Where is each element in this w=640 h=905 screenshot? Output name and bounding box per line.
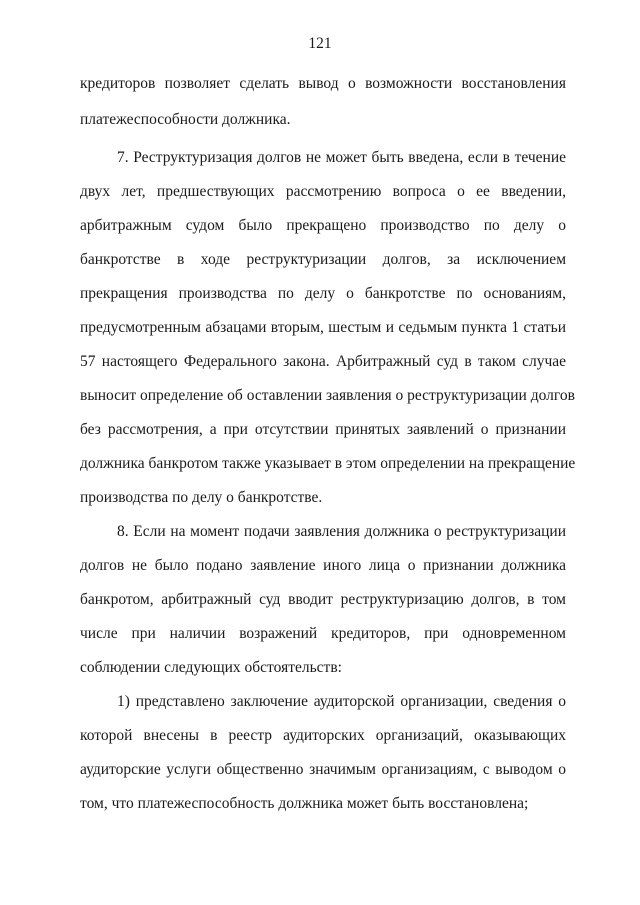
text-line: должника банкротом также указывает в этом определении на прекращение [80, 455, 576, 472]
text-line: том, что платежеспособность должника может быть восстановлена; [80, 795, 529, 812]
text-line: аудиторские услуги общественно значимым организациям, с выводом о [80, 761, 566, 778]
text-line: долгов не было подано заявление иного лица о признании должника [80, 557, 566, 574]
text-line: предусмотренным абзацами вторым, шестым и седьмым пункта 1 статьи [80, 319, 566, 336]
text-line: 57 настоящего Федерального закона. Арбитражный суд в таком случае [80, 353, 566, 370]
text-line: без рассмотрения, а при отсутствии принятых заявлений о признании [80, 421, 566, 438]
text-line: кредиторов позволяет сделать вывод о возможности восстановления [80, 75, 566, 92]
text-line: банкротстве в ходе реструктуризации долгов, за исключением [80, 251, 566, 268]
text-line: прекращения производства по делу о банкротстве по основаниям, [80, 285, 566, 302]
text-line: числе при наличии возражений кредиторов, при одновременном [80, 625, 566, 642]
text-line: производства по делу о банкротстве. [80, 489, 323, 506]
text-line: платежеспособности должника. [80, 111, 291, 128]
text-line: двух лет, предшествующих рассмотрению вопроса о ее введении, [80, 183, 566, 200]
text-line: соблюдении следующих обстоятельств: [80, 659, 342, 676]
text-line: выносит определение об оставлении заявления о реструктуризации долгов [80, 387, 575, 404]
text-line: 7. Реструктуризация долгов не может быть введена, если в течение [117, 149, 566, 166]
text-line: банкротом, арбитражный суд вводит реструктуризацию долгов, в том [80, 591, 566, 608]
text-line: 8. Если на момент подачи заявления должника о реструктуризации [117, 523, 566, 540]
text-line: 1) представлено заключение аудиторской организации, сведения о [117, 693, 566, 710]
text-line: которой внесены в реестр аудиторских организаций, оказывающих [80, 727, 566, 744]
text-line: арбитражным судом было прекращено производство по делу о [80, 217, 566, 234]
page-number: 121 [308, 35, 332, 52]
